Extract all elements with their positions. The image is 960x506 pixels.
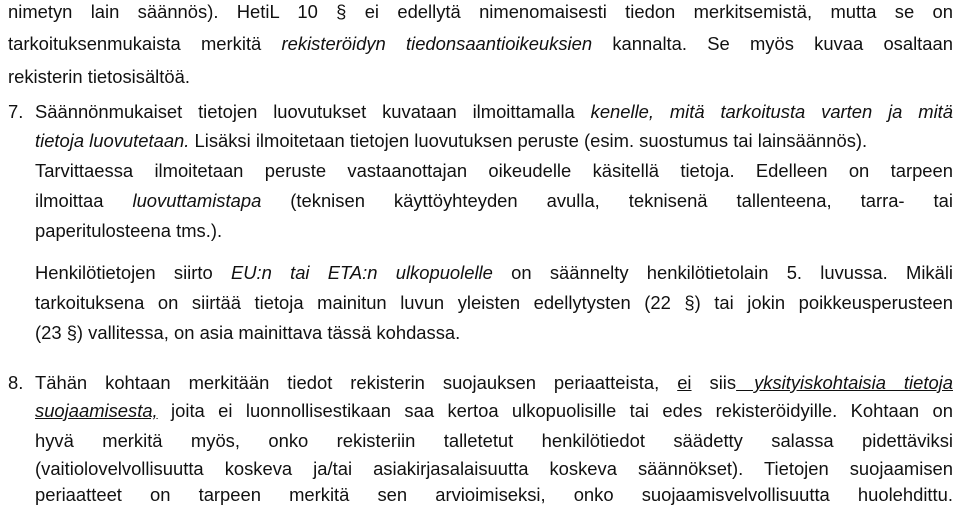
text-line — [35, 101, 953, 123]
text-line — [35, 400, 953, 422]
italic-term: luovuttamistapa — [132, 190, 262, 211]
underlined-term: ei — [677, 372, 692, 393]
text-run: paperitulosteena tms.). — [35, 220, 223, 241]
text-line — [35, 190, 953, 212]
underlined-italic-term: suojaamisesta, — [35, 400, 158, 421]
text-run: Säännönmukaiset tietojen luovutukset kuvataan ilmoittamalla — [35, 101, 591, 122]
text-line — [35, 292, 953, 314]
text-line — [35, 130, 867, 152]
item-number: 7. — [8, 101, 24, 122]
italic-term: kenelle, mitä tarkoitusta varten ja mitä — [590, 101, 953, 122]
text-line — [8, 66, 190, 88]
text-run: periaatteet on tarpeen merkitä sen arvioimiseksi, onko suojaamisvelvollisuutta huolehdittu. — [35, 484, 953, 505]
underlined-italic-term: yksityiskohtaisia tietoja — [736, 372, 953, 393]
text-run: Lisäksi ilmoitetaan tietojen luovutuksen peruste (esim. suostumus tai lainsäännös). — [189, 130, 868, 151]
item-number: 8. — [8, 372, 24, 393]
text-line — [35, 372, 953, 394]
text-run: rekisterin tietosisältöä. — [8, 66, 190, 87]
text-run: siis — [691, 372, 737, 393]
text-run: joita ei luonnollisestikaan saa kertoa ulkopuolisille tai edes rekisteröidyille. Kohtaan on — [157, 400, 953, 421]
text-run: Tähän kohtaan merkitään tiedot rekisterin suojauksen periaatteista, — [35, 372, 678, 393]
italic-term: tietoja luovutetaan. — [35, 130, 190, 151]
text-line — [35, 484, 953, 506]
text-run: Tarvittaessa ilmoitetaan peruste vastaanottajan oikeudelle käsitellä tietoja. Edelleen on tarpeen — [35, 160, 953, 181]
text-line — [8, 33, 953, 55]
text-line — [35, 220, 222, 242]
text-run: on säännelty henkilötietolain 5. luvussa. Mikäli — [492, 262, 953, 283]
italic-term: rekisteröidyn tiedonsaantioikeuksien — [281, 33, 593, 54]
text-run: kannalta. Se myös kuvaa osaltaan — [592, 33, 953, 54]
text-run: (23 §) vallitessa, on asia mainittava tässä kohdassa. — [35, 322, 461, 343]
text-line — [8, 1, 953, 23]
text-line — [35, 430, 953, 452]
text-run: hyvä merkitä myös, onko rekisteriin talletetut henkilötiedot säädetty salassa pidettäviksi — [35, 430, 953, 451]
text-line — [35, 322, 460, 344]
italic-term: EU:n tai ETA:n ulkopuolelle — [230, 262, 493, 283]
text-line — [35, 160, 953, 182]
text-line — [35, 262, 953, 284]
text-line — [35, 458, 953, 480]
text-run: nimetyn lain säännös). HetiL 10 § ei edellytä nimenomaisesti tiedon merkitsemistä, mutta se on — [8, 1, 953, 22]
text-run: tarkoituksenmukaista merkitä — [8, 33, 282, 54]
text-run: (teknisen käyttöyhteyden avulla, teknisenä tallenteena, tarra- tai — [261, 190, 953, 211]
text-run: tarkoituksena on siirtää tietoja mainitun luvun yleisten edellytysten (22 §) tai jokin poikkeusperusteen — [35, 292, 953, 313]
text-run: Henkilötietojen siirto — [35, 262, 231, 283]
text-run: (vaitiolovelvollisuutta koskeva ja/tai asiakirjasalaisuutta koskeva säännökset). Tietojen suojaamisen — [35, 458, 953, 479]
text-run: ilmoittaa — [35, 190, 133, 211]
